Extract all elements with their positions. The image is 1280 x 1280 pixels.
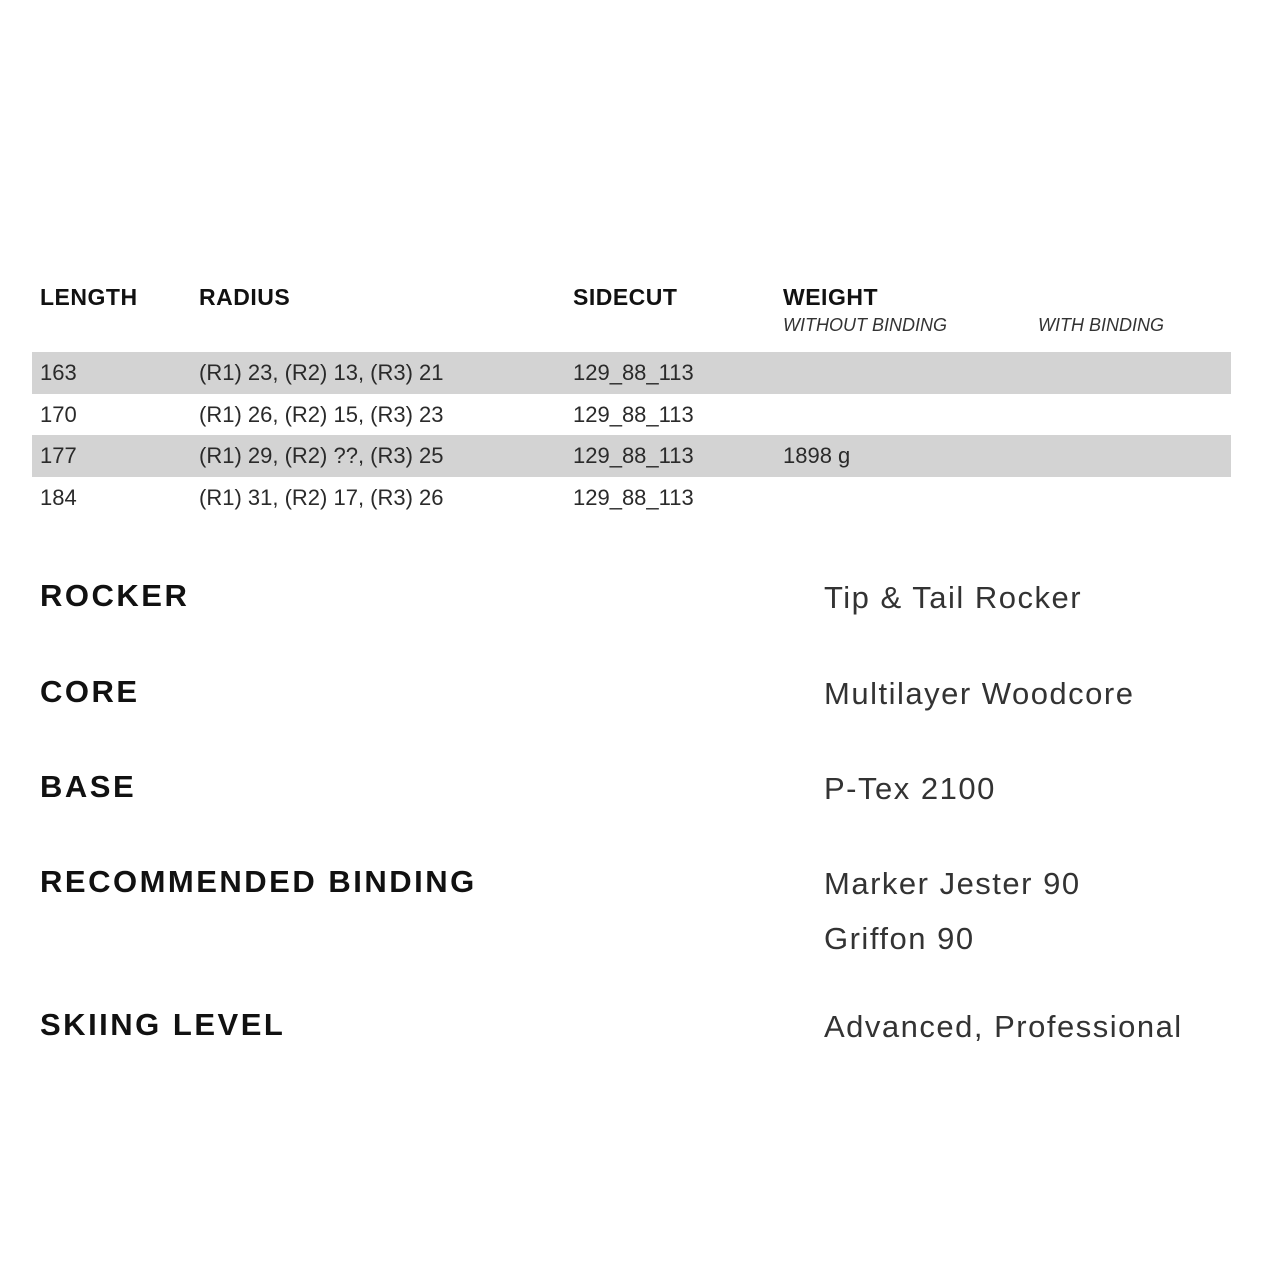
cell-length: 163	[40, 360, 77, 385]
property-values	[824, 761, 996, 816]
property-label: SKIING LEVEL	[40, 1007, 286, 1042]
cell-sidecut: 129_88_113	[573, 484, 694, 510]
cell-sidecut: 129_88_113	[573, 360, 694, 385]
property-label: BASE	[40, 769, 137, 804]
property-value: Advanced, Professional	[824, 1009, 1183, 1044]
property-value: Multilayer Woodcore	[824, 676, 1135, 711]
cell-radius: (R1) 26, (R2) 15, (R3) 23	[199, 401, 444, 427]
cell-radius: (R1) 29, (R2) ??, (R3) 25	[199, 443, 444, 468]
table-row	[32, 394, 1231, 436]
property-value: P-Tex 2100	[824, 771, 996, 806]
cell-length: 177	[40, 443, 77, 468]
table-header	[32, 280, 1231, 352]
property-value: Tip & Tail Rocker	[824, 580, 1083, 615]
cell-sidecut: 129_88_113	[573, 443, 694, 468]
property-value: Griffon 90	[824, 921, 975, 956]
cell-length: 170	[40, 401, 77, 427]
property-values	[824, 999, 1183, 1054]
spec-table	[32, 280, 1231, 518]
property-values	[824, 666, 1134, 721]
table-row	[32, 352, 1231, 394]
property-value: Marker Jester 90	[824, 866, 1081, 901]
property-label: ROCKER	[40, 578, 190, 613]
table-row	[32, 477, 1231, 519]
table-row	[32, 435, 1231, 477]
cell-sidecut: 129_88_113	[573, 401, 694, 427]
header-radius: RADIUS	[199, 284, 291, 310]
header-weight-without-binding: WITHOUT BINDING	[783, 315, 947, 335]
cell-weight-without: 1898 g	[783, 443, 851, 468]
property-values	[824, 570, 1082, 625]
cell-radius: (R1) 23, (R2) 13, (R3) 21	[199, 360, 444, 385]
header-weight-with-binding: WITH BINDING	[1038, 315, 1164, 335]
property-label: RECOMMENDED BINDING	[40, 864, 477, 899]
cell-radius: (R1) 31, (R2) 17, (R3) 26	[199, 484, 444, 510]
cell-length: 184	[40, 484, 77, 510]
header-length: LENGTH	[40, 284, 138, 310]
property-values	[824, 856, 1081, 966]
header-sidecut: SIDECUT	[573, 284, 678, 310]
header-weight: WEIGHT	[783, 284, 878, 310]
property-label: CORE	[40, 674, 140, 709]
